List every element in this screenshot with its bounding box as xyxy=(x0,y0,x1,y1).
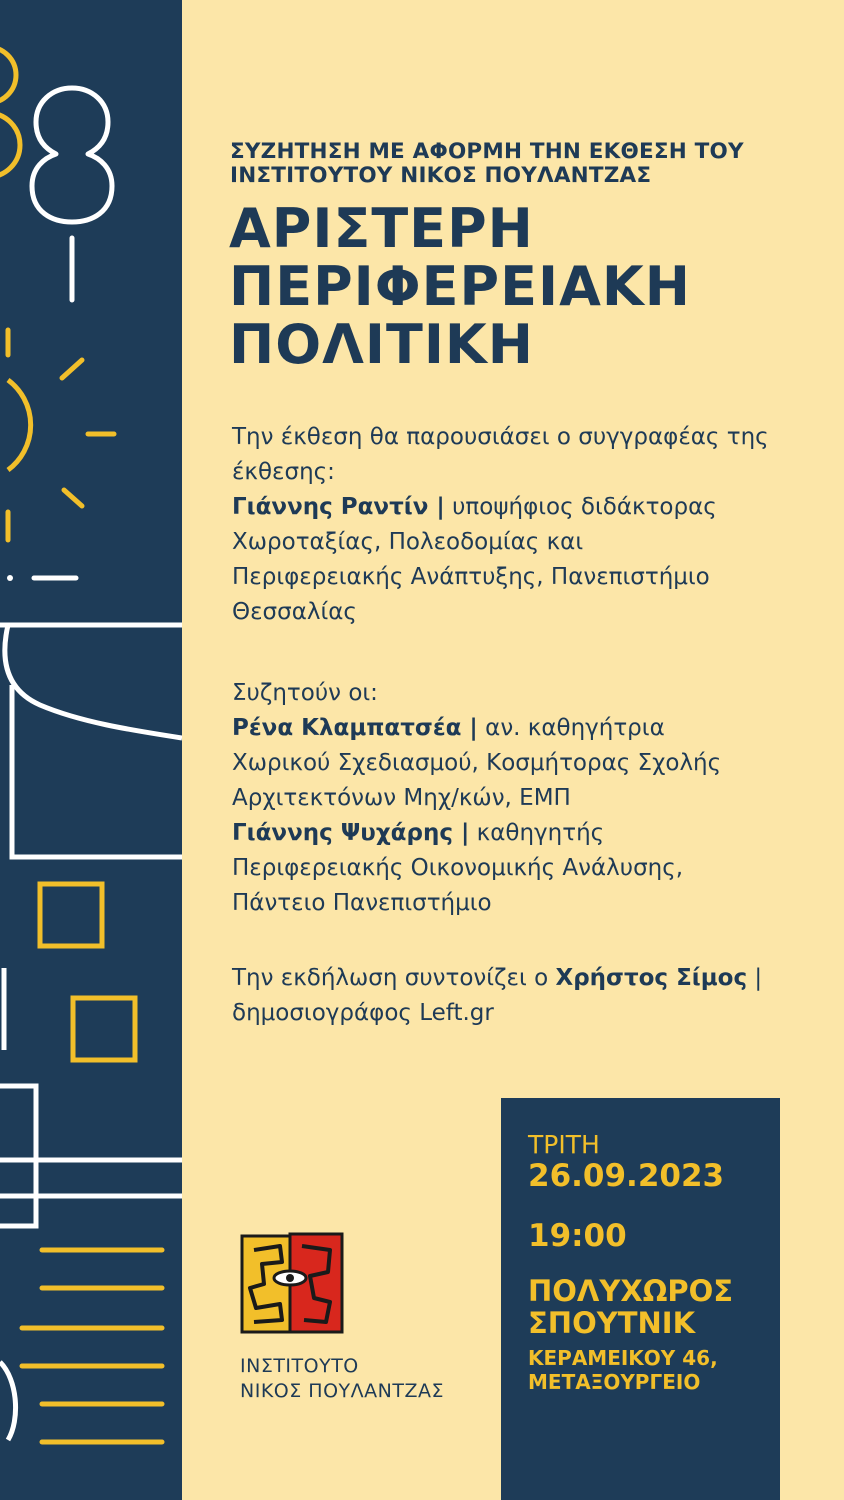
presentation-section xyxy=(232,420,802,630)
window-square-icon xyxy=(73,998,135,1060)
title-line: ΠΕΡΙΦΕΡΕΙΑΚΗ xyxy=(229,255,691,318)
institute-name-line: ΝΙΚΟΣ ΠΟΥΛΑΝΤΖΑΣ xyxy=(240,1380,444,1402)
presenter-role: Χωροταξίας, Πολεοδομίας και xyxy=(232,529,584,555)
moderator-role: δημοσιογράφος Left.gr xyxy=(232,1000,494,1026)
presenter-line xyxy=(232,490,802,525)
building-block xyxy=(0,1086,36,1226)
event-date: 26.09.2023 xyxy=(528,1158,725,1194)
subtitle-line: ΣΥΖΗΤΗΣΗ ΜΕ ΑΦΟΡΜΗ ΤΗΝ ΕΚΘΕΣΗ ΤΟΥ xyxy=(230,139,744,164)
discussants-intro: Συζητούν οι: xyxy=(232,680,378,706)
institute-name xyxy=(240,1354,480,1404)
event-time: 19:00 xyxy=(528,1218,627,1254)
title-line: ΑΡΙΣΤΕΡΗ xyxy=(229,197,534,260)
presenter-role: Θεσσαλίας xyxy=(232,599,357,625)
speaker-name: Γιάννης Ψυχάρης | xyxy=(232,820,470,846)
decorative-sidebar xyxy=(0,0,182,1500)
building-outline xyxy=(12,685,182,857)
discussants-section xyxy=(232,676,802,921)
presentation-intro: έκθεσης: xyxy=(232,459,335,485)
venue-name: ΣΠΟΥΤΝΙΚ xyxy=(528,1306,696,1340)
arc-shape xyxy=(0,1360,16,1440)
event-details-box xyxy=(501,1098,780,1500)
speaker-line xyxy=(232,816,802,851)
venue-address: ΜΕΤΑΞΟΥΡΓΕΙΟ xyxy=(528,1370,701,1394)
speaker-name: Ρένα Κλαμπατσέα | xyxy=(232,715,478,741)
event-title xyxy=(229,197,691,376)
presentation-intro: Την έκθεση θα παρουσιάσει ο συγγραφέας της xyxy=(232,424,769,450)
moderator-line xyxy=(232,961,802,996)
speaker-line xyxy=(232,711,802,746)
speaker-role: Αρχιτεκτόνων Μηχ/κών, ΕΜΠ xyxy=(232,785,571,811)
moderator-separator: | xyxy=(747,965,763,991)
tree-icon xyxy=(32,88,112,222)
sun-icon xyxy=(8,380,31,470)
presenter-name: Γιάννης Ραντίν | xyxy=(232,494,445,520)
presenter-role: Περιφερειακής Ανάπτυξης, Πανεπιστήμιο xyxy=(232,564,710,590)
event-subtitle xyxy=(230,140,790,188)
roof-curve xyxy=(5,625,182,738)
speaker-role: Πάντειο Πανεπιστήμιο xyxy=(232,890,492,916)
event-day: ΤΡΙΤΗ xyxy=(528,1130,600,1159)
venue-name: ΠΟΛΥΧΩΡΟΣ xyxy=(528,1274,734,1308)
moderator-section xyxy=(232,961,802,1031)
abstract-city-illustration xyxy=(0,0,182,1500)
moderator-name: Χρήστος Σίμος xyxy=(555,965,748,991)
presenter-role: υποψήφιος διδάκτορας xyxy=(444,494,717,520)
yellow-circle-icon xyxy=(0,47,16,103)
venue-address: ΚΕΡΑΜΕΙΚΟΥ 46, xyxy=(528,1346,718,1370)
institute-logo xyxy=(240,1232,344,1340)
speaker-role: καθηγητής xyxy=(469,820,605,846)
window-square-icon xyxy=(40,884,102,946)
moderator-intro: Την εκδήλωση συντονίζει ο xyxy=(232,965,556,991)
subtitle-line: ΙΝΣΤΙΤΟΥΤΟΥ ΝΙΚΟΣ ΠΟΥΛΑΝΤΖΑΣ xyxy=(230,163,652,188)
yellow-circle-icon xyxy=(0,113,20,177)
speaker-role: Περιφερειακής Οικονομικής Ανάλυσης, xyxy=(232,855,684,881)
speaker-role: Χωρικού Σχεδιασμού, Κοσμήτορας Σχολής xyxy=(232,750,722,776)
speaker-role: αν. καθηγήτρια xyxy=(477,715,665,741)
institute-name-line: ΙΝΣΤΙΤΟΥΤΟ xyxy=(240,1355,359,1377)
title-line: ΠΟΛΙΤΙΚΗ xyxy=(229,313,534,376)
face-logo-icon xyxy=(240,1232,344,1336)
